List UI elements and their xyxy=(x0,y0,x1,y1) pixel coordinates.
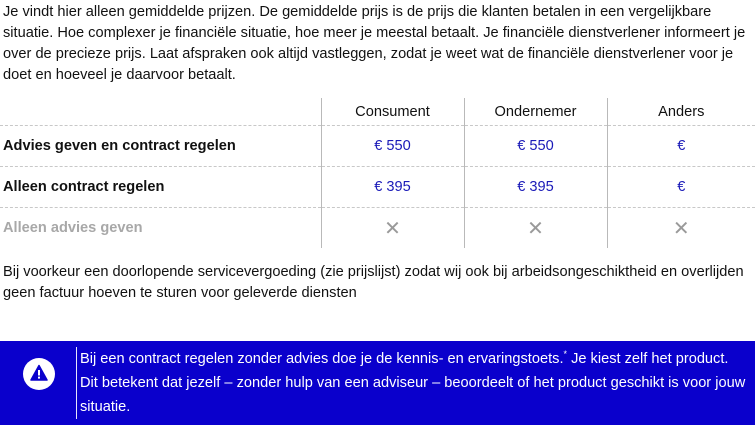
price-anders: € xyxy=(607,126,755,167)
alert-text xyxy=(80,347,750,419)
header-consument: Consument xyxy=(321,98,464,126)
alert-text-part1: Bij een contract regelen zonder advies doe je de kennis- en ervaringstoets. xyxy=(80,351,564,367)
table-row xyxy=(0,208,755,249)
price-anders: € xyxy=(607,167,755,208)
price-ondernemer: € 395 xyxy=(464,167,607,208)
row-label: Advies geven en contract regelen xyxy=(0,126,321,167)
intro-paragraph: Je vindt hier alleen gemiddelde prijzen. De gemiddelde prijs is de prijs die klanten betalen in een vergelijkbare situatie. Hoe complexer je financiële situatie, hoe meer je meestal betaalt. Je financiële dienstverlener informeert je over de precieze prijs. Laat afspraken ook altijd vastleggen, zodat je weet wat de financiële dienstverlener voor je doet en hoeveel je daarvoor betaalt. xyxy=(3,4,746,83)
price-consument: € 550 xyxy=(321,126,464,167)
table-header-row xyxy=(0,98,755,126)
warning-icon xyxy=(23,358,55,390)
service-note: Bij voorkeur een doorlopende servicevergoeding (zie prijslijst) zodat wij ook bij arbeidsongeschiktheid en overlijden geen factuur hoeven te sturen voor geleverde diensten xyxy=(3,264,744,301)
price-consument: € 395 xyxy=(321,167,464,208)
info-alert xyxy=(0,341,755,425)
not-available-icon: ✕ xyxy=(607,208,755,249)
price-table xyxy=(0,98,755,248)
table-row xyxy=(0,126,755,167)
header-ondernemer: Ondernemer xyxy=(464,98,607,126)
price-ondernemer: € 550 xyxy=(464,126,607,167)
header-anders: Anders xyxy=(607,98,755,126)
table-row xyxy=(0,167,755,208)
row-label-disabled: Alleen advies geven xyxy=(0,208,321,249)
not-available-icon: ✕ xyxy=(321,208,464,249)
alert-divider xyxy=(76,347,77,419)
not-available-icon: ✕ xyxy=(464,208,607,249)
row-label: Alleen contract regelen xyxy=(0,167,321,208)
alert-text-part2: Je kiest zelf het product. Dit betekent dat jezelf – zonder hulp van een adviseur – beoordeelt of het product geschikt is voor jouw situatie. xyxy=(80,351,746,415)
footnote-mark: * xyxy=(563,349,568,360)
header-empty xyxy=(0,98,321,126)
